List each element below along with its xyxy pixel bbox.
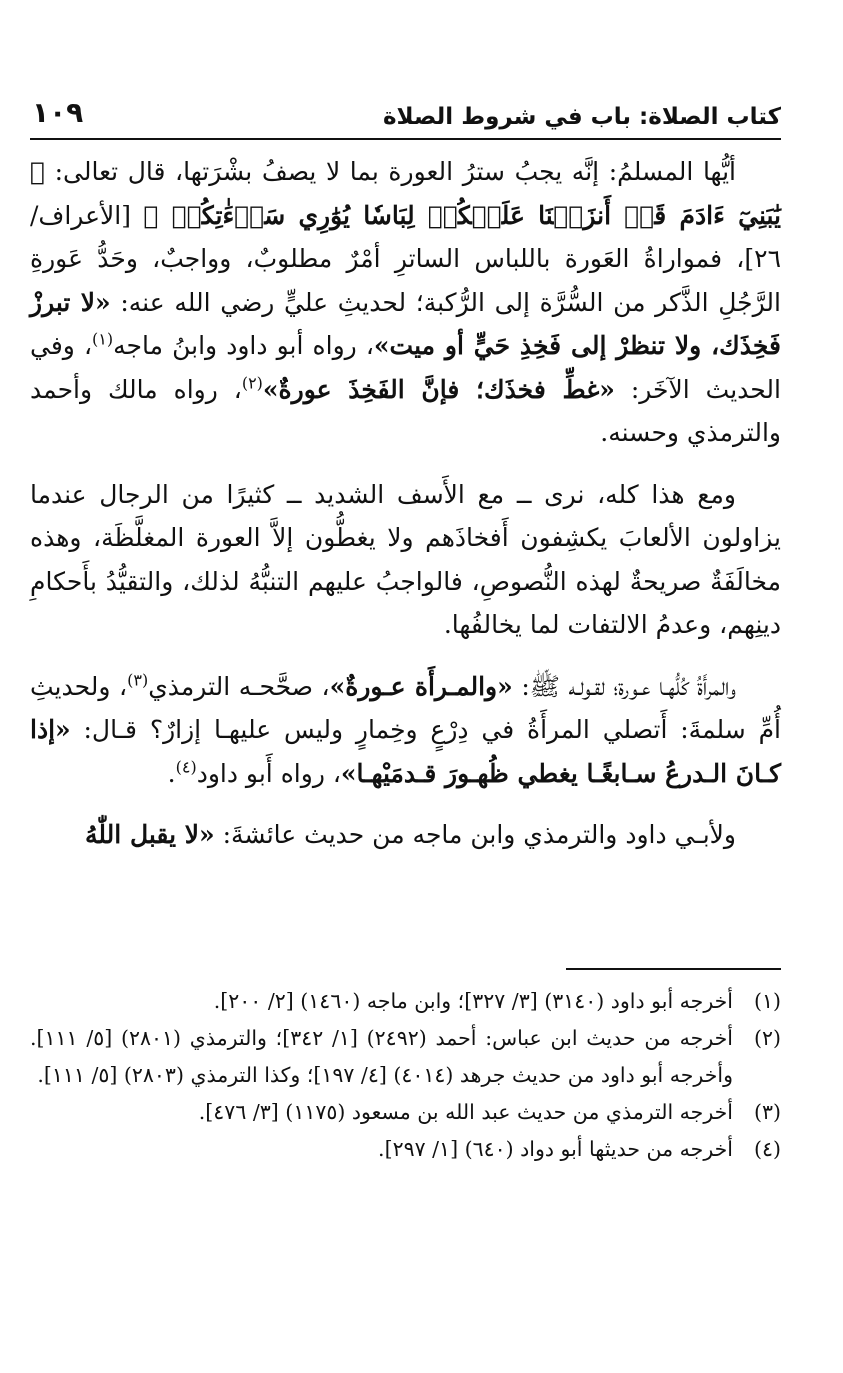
footnote-1 — [30, 983, 781, 1020]
text-segment: . — [167, 758, 176, 788]
footnote-ref-2[interactable]: (٢) — [241, 373, 263, 393]
text-segment: [الأعراف/ ٢٦]، فمواراةُ العَورة باللباس الساترِ أمْرٌ مطلوبٌ، وواجبٌ، وحَدُّ عَورةِ الرَّجُلِ الذَّكر من السُّرَّة إلى الرُّكبة؛ لحديثِ عليٍّ رضي الله عنه: — [30, 200, 781, 317]
hadith-quote: «إذا كـانَ الـدرعُ سـابغًـا يغطي ظُهـورَ قـدمَيْهـا» — [30, 715, 781, 788]
hadith-quote: «لا يقبل اللّٰهُ — [85, 820, 215, 849]
hadith-quote: «لا تبرزْ فَخِذَك، ولا تنظرْ إلى فَخِذِ حَيٍّ أو ميت» — [30, 287, 781, 360]
paragraph-awrah-women — [30, 665, 781, 796]
footnote-ref-1[interactable]: (١) — [92, 329, 114, 349]
page-number: ١٠٩ — [32, 96, 84, 129]
text-segment: ولأبـي داود والترمذي وابن ماجه من حديث عائشةَ: — [222, 820, 736, 849]
running-header — [30, 94, 781, 140]
text-segment: ، وفي الحديث الآخَر: — [30, 331, 781, 404]
header-rule — [30, 138, 781, 140]
footnote-3 — [30, 1094, 781, 1131]
main-text — [30, 150, 781, 875]
text-segment: ، ولحديثِ أُمِّ سلمةَ: أَتصلي المرأَةُ في دِرْعٍ وخِمارٍ وليس عليهـا إزارٌ؟ قـال: — [30, 671, 781, 744]
hadith-quote: «غطِّ فخذَك؛ فإنَّ الفَخِذَ عورةٌ» — [262, 374, 615, 404]
text-segment: أيُّها المسلمُ: إنَّه يجبُ سترُ العورة بما لا يصفُ بشْرَتها، قال تعالى: — [54, 157, 736, 186]
footnote-text: أخرجه من حديثها أبو دواد (٦٤٠) [١/ ٢٩٧]. — [378, 1137, 733, 1161]
text-segment: ، رواه أبو داود وابنُ ماجه — [113, 331, 374, 360]
text-segment: ، رواه أَبو داود — [196, 758, 341, 788]
paragraph-awrah-men — [30, 150, 781, 455]
quran-verse: ﴿ يَٰبَنِيٓ ءَادَمَ قَدۡ أَنزَلۡنَا عَلَيۡكُمۡ لِبَاسٗا يُوَٰرِي سَوۡءَٰتِكُمۡ ﴾ — [30, 157, 781, 230]
text-segment: ، رواه مالك وأحمد والترمذي وحسنه. — [30, 374, 781, 447]
footnote-number: (٣) — [753, 1100, 781, 1124]
footnote-separator — [566, 968, 781, 970]
footnote-text: أخرجه من حديث ابن عباس: أحمد (٢٤٩٢) [١/ ٣٤٢]؛ والترمذي (٢٨٠١) [٥/ ١١١]. وأخرجه أبو داود من حديث جرهد (٤٠١٤) [٤/ ١٩٧]؛ وكذا الترمذي (٢٨٠٣) [٥/ ١١١]. — [30, 1026, 733, 1087]
hadith-quote: «والمـرأَة عـورةٌ» — [329, 671, 513, 701]
footnote-4 — [30, 1131, 781, 1168]
paragraph-aisha — [30, 813, 781, 857]
footnote-number: (٢) — [753, 1026, 781, 1050]
footnote-number: (١) — [753, 989, 781, 1013]
text-segment: والمرأَةُ كُلُّهـا عـورة؛ لقـولـه ﷺ: — [521, 671, 736, 701]
footnote-2 — [30, 1020, 781, 1094]
footnote-ref-3[interactable]: (٣) — [127, 670, 149, 690]
footnote-ref-4[interactable]: (٤) — [175, 757, 197, 777]
footnotes — [30, 983, 781, 1168]
paragraph-warning: ومع هذا كله، نرى ــ مع الأَسف الشديد ــ كثيرًا من الرجال عندما يزاولون الألعابَ يكشِفون أَفخاذَهم ولا يغطُّون إلاَّ العورة المغلَّظَة، وهذه مخالَفَةٌ صريحةٌ لهذه النُّصوصِ، فالواجبُ عليهم التنبُّهُ لذلك، والتقيُّدُ بأَحكامِ دينِهم، وعدمُ الالتفات لما يخالفُها. — [30, 479, 781, 639]
footnote-number: (٤) — [753, 1137, 781, 1161]
header-title: كتاب الصلاة: باب في شروط الصلاة — [382, 104, 781, 130]
footnote-text: أخرجه أبو داود (٣١٤٠) [٣/ ٣٢٧]؛ وابن ماجه (١٤٦٠) [٢/ ٢٠٠]. — [213, 989, 733, 1013]
text-segment: ، صحَّحـه الترمذي — [148, 671, 330, 701]
footnote-text: أخرجه الترمذي من حديث عبد الله بن مسعود (١١٧٥) [٣/ ٤٧٦]. — [198, 1100, 733, 1124]
